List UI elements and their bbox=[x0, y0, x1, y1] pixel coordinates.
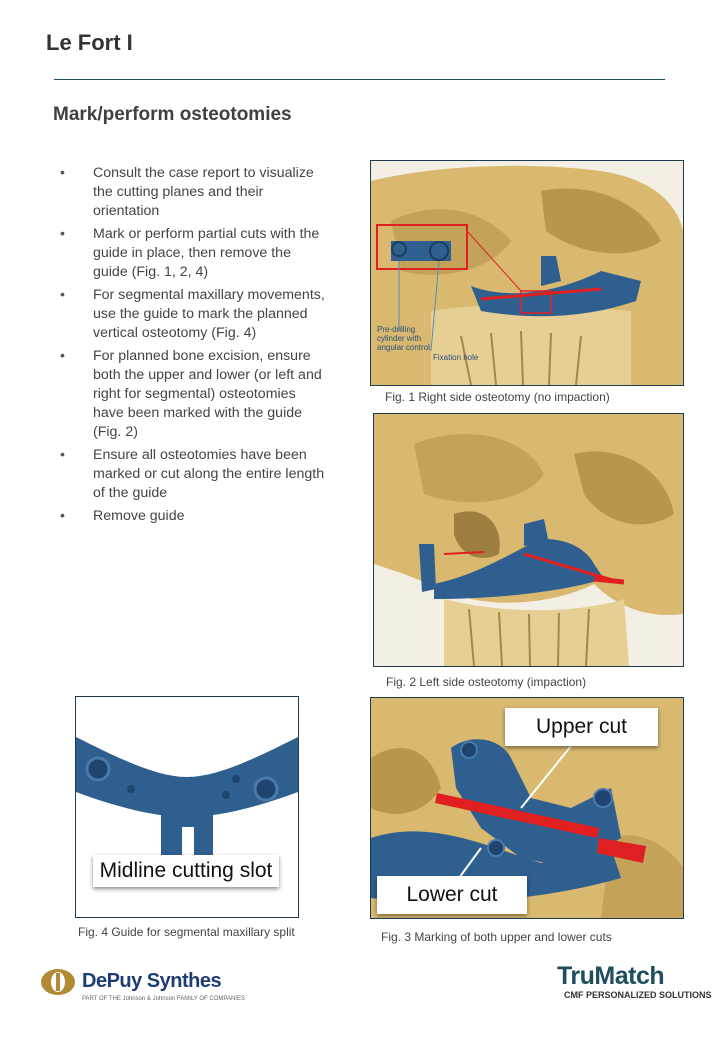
depuy-brand-name: DePuy Synthes bbox=[82, 970, 222, 992]
list-item: • Consult the case report to visualize the cutting planes and their orientation bbox=[58, 164, 328, 221]
lower-cut-callout: Lower cut bbox=[377, 876, 527, 914]
page-title: Le Fort I bbox=[46, 30, 133, 55]
section-subtitle: Mark/perform osteotomies bbox=[53, 104, 292, 125]
fig1-cylinder-label: Pre-drilling cylinder with angular control bbox=[377, 325, 430, 352]
figure-1-image bbox=[370, 160, 684, 386]
depuy-emblem-icon bbox=[40, 968, 76, 996]
instruction-list bbox=[58, 164, 328, 530]
depuy-tagline: PART OF THE Johnson & Johnson FAMILY OF COMPANIES bbox=[82, 996, 245, 1002]
list-item: • For planned bone excision, ensure both the upper and lower (or left and right for segmental) osteotomies have been marked with the guide (Fig. 2) bbox=[58, 347, 328, 442]
depuy-synthes-logo bbox=[40, 966, 245, 1006]
title-divider bbox=[54, 79, 665, 80]
trumatch-logo bbox=[555, 962, 712, 1004]
figure-1-caption: Fig. 1 Right side osteotomy (no impaction) bbox=[385, 390, 610, 404]
list-item: • Mark or perform partial cuts with the guide in place, then remove the guide (Fig. 1, 2, 4) bbox=[58, 225, 328, 282]
trumatch-brand-name: TruMatch bbox=[557, 962, 665, 990]
fig1-fixation-label: Fixation hole bbox=[433, 353, 479, 362]
figure-4-image bbox=[75, 696, 299, 918]
figure-2-caption: Fig. 2 Left side osteotomy (impaction) bbox=[386, 675, 587, 689]
figure-3-image bbox=[370, 697, 684, 919]
figure-2-image bbox=[373, 413, 684, 667]
trumatch-tagline: CMF PERSONALIZED SOLUTIONS bbox=[564, 990, 712, 1000]
midline-slot-callout: Midline cutting slot bbox=[93, 855, 279, 887]
upper-cut-callout: Upper cut bbox=[505, 708, 658, 746]
list-item: • Remove guide bbox=[58, 507, 328, 526]
list-item: • For segmental maxillary movements, use the guide to mark the planned vertical osteotomy (Fig. 4) bbox=[58, 286, 328, 343]
figure-3-caption: Fig. 3 Marking of both upper and lower cuts bbox=[381, 930, 612, 944]
figure-4-caption: Fig. 4 Guide for segmental maxillary split bbox=[78, 925, 295, 939]
list-item: • Ensure all osteotomies have been marked or cut along the entire length of the guide bbox=[58, 446, 328, 503]
